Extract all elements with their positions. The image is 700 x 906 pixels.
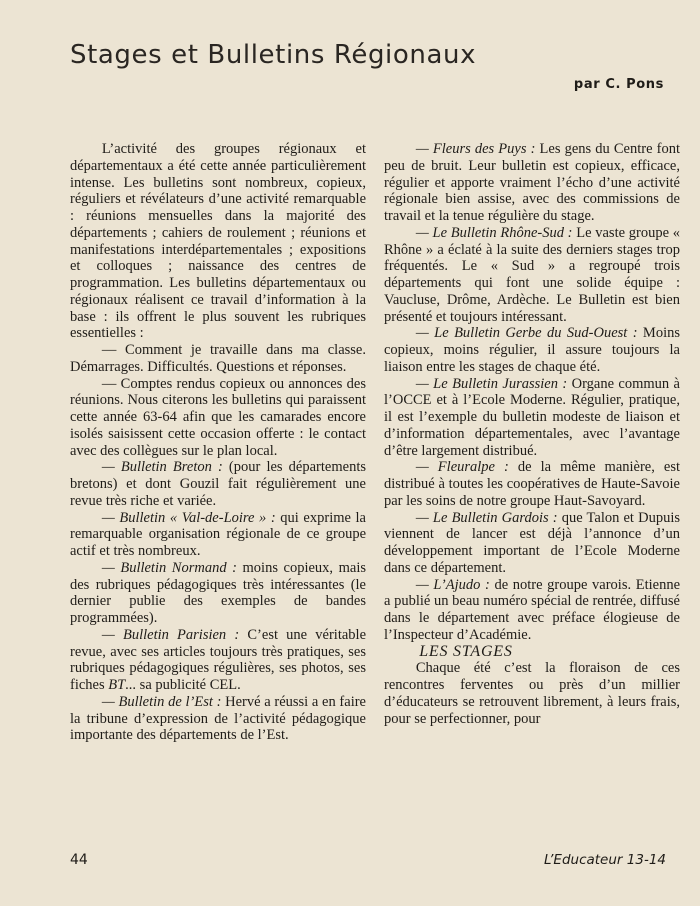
right-column [384, 141, 680, 727]
gardois-paragraph: — Le Bulletin Gardois : que Talon et Dupuis viennent de lancer est déjà l’annonce d’un développement important de l’Ecole Moderne dans ce département. [384, 509, 680, 576]
article-title: Stages et Bulletins Régionaux [70, 40, 477, 70]
fleurs-des-puys-paragraph: — Fleurs des Puys : Les gens du Centre font peu de bruit. Leur bulletin est copieux, efficace, régulier et apporte vraiment l’écho d’une activité régionale bien assise, avec des commissions de travail et la tenue régulière du stage. [384, 141, 680, 224]
bulletin-normand-paragraph: — Bulletin Normand : moins copieux, mais des rubriques pédagogiques très intéressantes (le dernier publie des exemples de bandes programmées). [70, 559, 366, 626]
bulletin-name: — L’Ajudo : [415, 576, 490, 593]
author-byline: par C. Pons [573, 77, 664, 92]
intro-paragraph: L’activité des groupes régionaux et départementaux a été cette année particulièrement intense. Les bulletins sont nombreux, copieux, réguliers et révélateurs d’une activité remarquable : réunions mensuelles dans la majorité des départements ; cahiers de roulement ; réunions et manifestations interdépartementales ; expositions et colloques ; naissance des centres de programmation. Les bulletins départementaux ou régionaux réalisent ce travail d’information à la base : ils offrent le plus souvent les rubriques essentielles : [70, 141, 366, 342]
gerbe-sud-ouest-paragraph: — Le Bulletin Gerbe du Sud-Ouest : Moins copieux, moins régulier, il assure toujours la liaison entre les stages de chaque été. [384, 325, 680, 375]
bulletin-parisien-paragraph: — Bulletin Parisien : C’est une véritable revue, avec ses articles toujours très pratiques, ses rubriques pédagogiques régulières, ses photos, ses fiches BT... sa publicité CEL. [70, 626, 367, 693]
jurassien-paragraph: — Le Bulletin Jurassien : Organe commun à l’OCCE et à l’Ecole Moderne. Régulier, pratique, il est l’exemple du bulletin modeste de liaison et d’information départementales, avec l’avantage d’être largement distribué. [384, 375, 680, 459]
bulletin-name: — Fleuralpe : [415, 459, 509, 476]
bulletin-name: — Bulletin « Val-de-Loire » : [101, 509, 276, 526]
bulletin-name: — Le Bulletin Jurassien : [415, 375, 568, 392]
rhone-sud-paragraph: — Le Bulletin Rhône-Sud : Le vaste groupe « Rhône » a éclaté à la suite des derniers stages trop fréquentés. Le « Sud » a regroupé trois départements qui font une solide équipe : Vaucluse, Drôme, Ardèche. Le Bulletin est bien présenté et toujours intéressant. [384, 224, 680, 325]
ajudo-paragraph: — L’Ajudo : de notre groupe varois. Etienne a publié un beau numéro spécial de rentrée, diffusé dans le département avec préface élogieuse de l’Inspecteur d’Académie. [384, 576, 681, 643]
rubric-paragraph-2: — Comptes rendus copieux ou annonces des réunions. Nous citerons les bulletins qui paraissent cette année 63-64 afin que les camarades encore isolés saisissent cette occasion offerte : le contact avec des collègues sur le plan local. [70, 375, 366, 459]
bulletin-name: — Le Bulletin Gerbe du Sud-Ouest : [415, 325, 638, 342]
section-heading-stages: LES STAGES [419, 642, 513, 660]
bulletin-name: — Le Bulletin Gardois : [415, 509, 558, 526]
stages-paragraph: Chaque été c’est la floraison de ces rencontres ferventes ou près d’un millier d’éducateurs se retrouvent librement, à leurs frais, pour se perfectionner, pour [384, 660, 680, 727]
bulletin-name: — Bulletin Normand : [101, 559, 237, 576]
bulletin-name: — Fleurs des Puys : [415, 141, 536, 157]
fleuralpe-paragraph: — Fleuralpe : de la même manière, est distribué à toutes les coopératives de Haute-Savoie par les soins de notre groupe Haut-Savoyard. [384, 459, 680, 509]
bulletin-name: — Le Bulletin Rhône-Sud : [415, 224, 573, 241]
bulletin-val-de-loire-paragraph: — Bulletin « Val-de-Loire » : qui exprime la remarquable organisation régionale de ce groupe actif et très nombreux. [70, 509, 366, 559]
journal-issue: L’Educateur 13-14 [544, 852, 666, 868]
bulletin-name: — Bulletin Parisien : [101, 626, 240, 643]
bulletin-name: — Bulletin Breton : [101, 459, 223, 476]
left-column [70, 141, 366, 744]
bulletin-breton-paragraph: — Bulletin Breton : (pour les départements bretons) et dont Gouzil fait régulièrement une revue très riche et variée. [70, 459, 366, 509]
rubric-paragraph-1: — Comment je travaille dans ma classe. Démarrages. Difficultés. Questions et réponses. [70, 342, 366, 375]
bulletin-est-paragraph: — Bulletin de l’Est : Hervé a réussi a en faire la tribune d’expression de l’activité pédagogique importante des départements de l’Est. [70, 693, 366, 744]
page-number: 44 [70, 852, 88, 868]
bulletin-name: — Bulletin de l’Est : [101, 693, 222, 710]
